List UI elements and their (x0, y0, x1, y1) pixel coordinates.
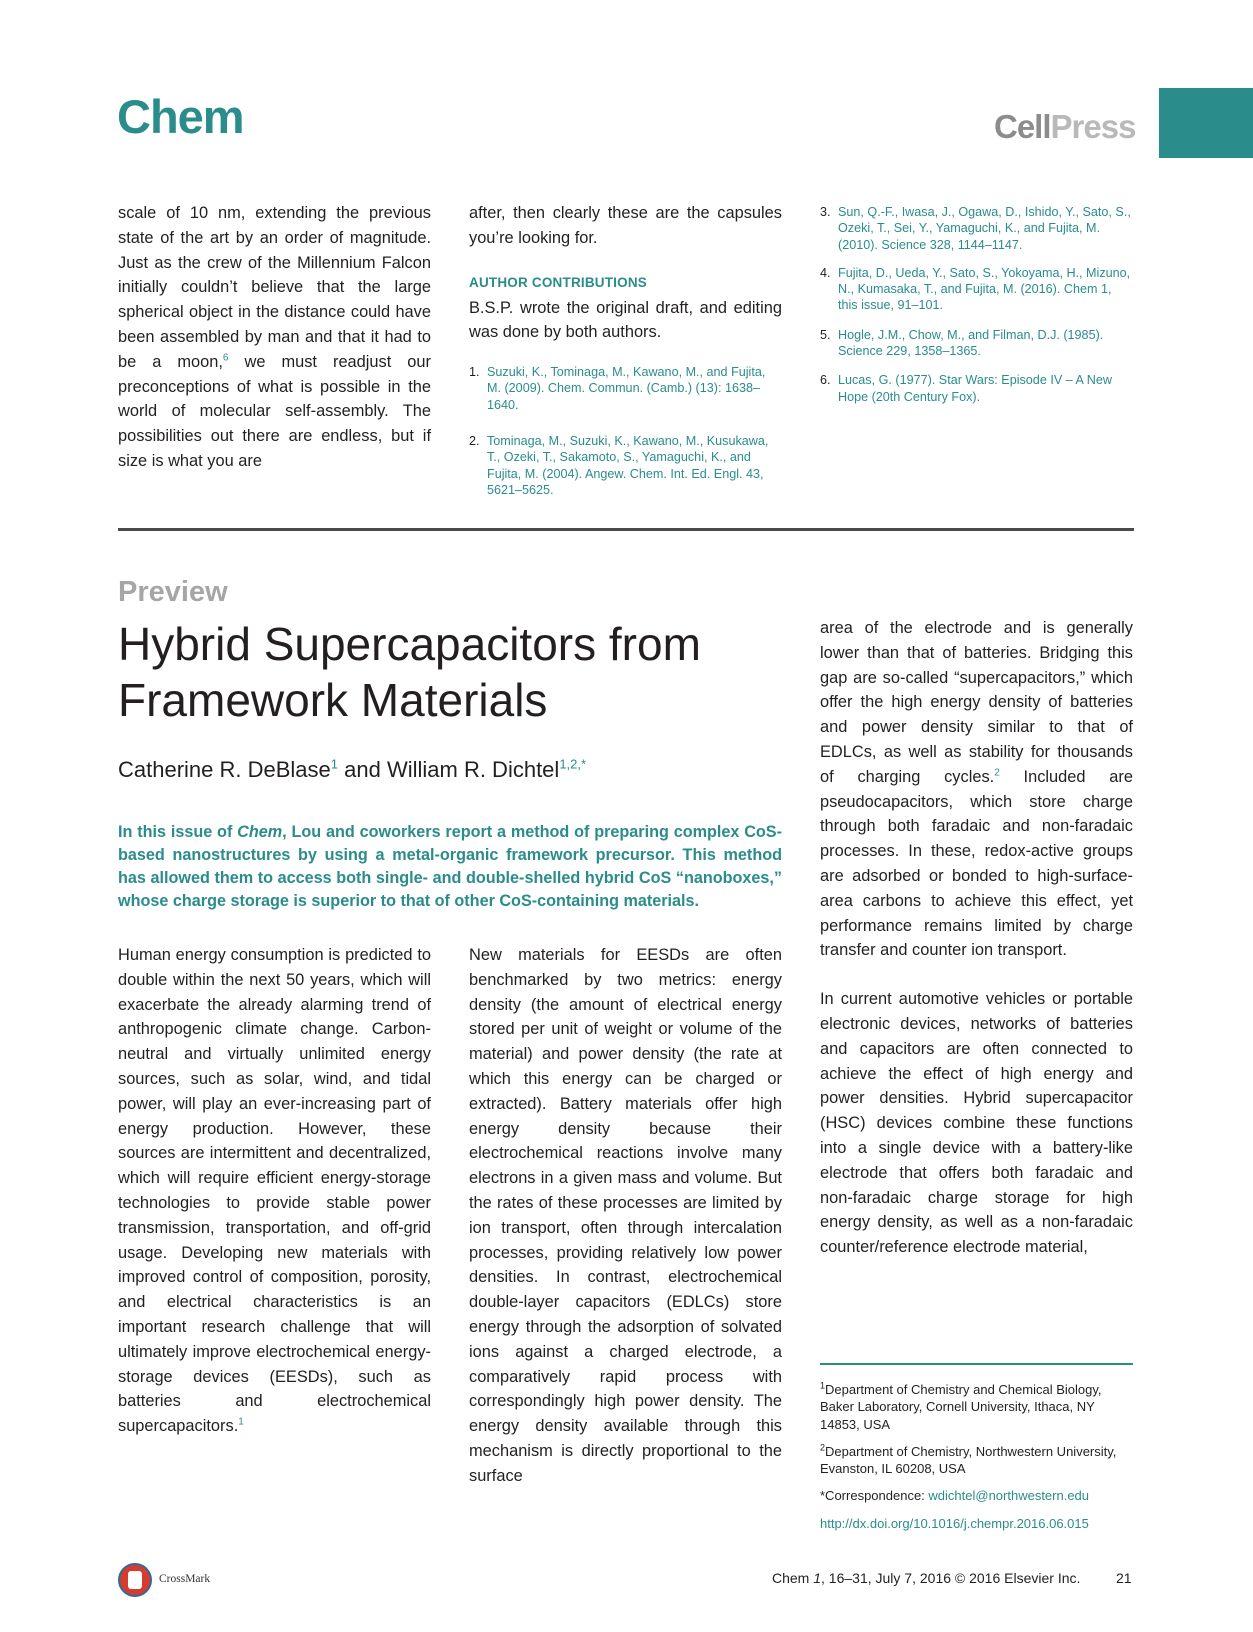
reference-item[interactable] (469, 364, 782, 413)
reference-text: Sun, Q.-F., Iwasa, J., Ogawa, D., Ishido, Y., Sato, S., Ozeki, T., Sei, Y., Yamaguchi, K., and Fujita, M. (2010). Science 328, 1144–1147. (838, 205, 1131, 252)
article-col2: New materials for EESDs are often benchmarked by two metrics: energy density (the amount of electrical energy stored per unit of weight or volume of the material) and power density (the rate at which this energy can be charged or extracted). Battery materials offer high energy density because their electrochemical reactions involve many electrons in a given mass and volume. But the rates of these processes are limited by ion transport, often through intercalation processes, providing relatively low power densities. In contrast, electrochemical double-layer capacitors (EDLCs) store energy through the adsorption of solvated ions against a charged electrode, a comparatively rapid process with correspondingly high power density. The energy density available through this mechanism is directly proportional to the surface (469, 946, 782, 1485)
abstract-part1: In this issue of (118, 823, 238, 841)
reference-number: 4. (820, 265, 831, 280)
prev-article-col1 (118, 201, 431, 474)
footer-citation-rest: , 16–31, July 7, 2016 © 2016 Elsevier Inc. (821, 1570, 1081, 1586)
reference-text: Lucas, G. (1977). Star Wars: Episode IV – A New Hope (20th Century Fox). (838, 373, 1112, 404)
header-color-tab (1159, 88, 1253, 158)
section-divider (118, 528, 1134, 531)
reference-text: Suzuki, K., Tominaga, M., Kawano, M., and Fujita, M. (2009). Chem. Commun. (Camb.) (13): 1638–1640. (487, 365, 766, 412)
article-abstract (118, 821, 782, 913)
correspondence (820, 1487, 1133, 1504)
article-col1 (118, 943, 431, 1439)
reference-text: Fujita, D., Ueda, Y., Sato, S., Yokoyama, H., Mizuno, N., Kumasaka, T., and Fujita, M. (2016). Chem 1, this issue, 91–101. (838, 265, 1131, 313)
article-col3-para2: In current automotive vehicles or portable electronic devices, networks of batteries and capacitors are often connected to achieve the effect of high energy and power densities. Hybrid supercapacitor (HSC) devices combine these functions into a single device with a battery-like electrode that offers both faradaic and non-faradaic charge storage for high energy density, as well as a non-faradaic counter/reference electrode material, (820, 990, 1133, 1257)
correspondence-email-link[interactable]: wdichtel@northwestern.edu (928, 1488, 1090, 1504)
affiliation-marker[interactable]: 1,2,* (559, 756, 587, 772)
prev-col1-text-after: we must readjust our preconceptions of what is possible in the world of molecular self-assembly. The possibilities out there are endless, but if size is what you are (118, 352, 431, 470)
article-title: Hybrid Supercapacitors from Framework Materials (118, 618, 701, 726)
reference-item[interactable] (820, 327, 1133, 360)
reference-list-a (469, 364, 782, 498)
page-number: 21 (1116, 1570, 1132, 1586)
author-name[interactable]: William R. Dichtel (386, 757, 560, 782)
reference-text: Tominaga, M., Suzuki, K., Kawano, M., Kusukawa, T., Ozeki, T., Sakamoto, S., Yamaguchi, K., and Fujita, M. (2004). Angew. Chem. Int. Ed. Engl. 43, 5621–5625. (487, 434, 769, 497)
footer-citation (772, 1570, 1080, 1586)
publisher-logo-press: Press (1050, 108, 1136, 145)
footer-journal: Chem (772, 1570, 814, 1586)
crossmark-label: CrossMark (159, 1573, 211, 1585)
affiliation-1-text: Department of Chemistry and Chemical Biology, Baker Laboratory, Cornell University, Ithaca, NY 14853, USA (820, 1382, 1102, 1432)
crossmark-badge[interactable] (118, 1563, 211, 1597)
footer-volume: 1 (813, 1570, 822, 1586)
prev-col2-text: after, then clearly these are the capsules you’re looking for. (469, 204, 782, 247)
crossmark-icon (118, 1563, 152, 1597)
reference-item[interactable] (820, 372, 1133, 405)
reference-text: Hogle, J.M., Chow, M., and Filman, D.J. (1985). Science 229, 1358–1365. (838, 327, 1104, 359)
affiliation-divider (820, 1363, 1133, 1365)
journal-logo: Chem (117, 90, 244, 143)
ref-link-2[interactable]: 2 (994, 767, 1000, 779)
reference-list-b (820, 172, 1133, 418)
author-contributions-heading: AUTHOR CONTRIBUTIONS (469, 274, 647, 290)
correspondence-label: *Correspondence: (820, 1488, 929, 1504)
affiliation-1 (820, 1381, 1133, 1433)
affiliation-marker[interactable]: 1 (330, 756, 339, 772)
col3-para1-b: Included are pseudocapacitors, which store charge through both faradaic and non-faradaic processes. In these, redox-active groups are adsorbed or bonded to high-surface-area carbons to achieve this effect, yet performance remains limited by charge transfer and counter ion transport. (820, 767, 1133, 960)
article-col1-text: Human energy consumption is predicted to double within the next 50 years, which will exacerbate the already alarming trend of anthropogenic climate change. Carbon-neutral and virtually unlimited energy sources, such as solar, wind, and tidal power, will play an ever-increasing part of energy production. However, these sources are intermittent and decentralized, which will require efficient energy-storage technologies to provide stable power transmission, transportation, and off-grid usage. Developing new materials with improved control of composition, porosity, and electrical characteristics is an important research challenge that will ultimately improve electrochemical energy-storage devices (EESDs), such as batteries and electrochemical supercapacitors. (118, 946, 431, 1436)
author-contributions-text: B.S.P. wrote the original draft, and editing was done by both authors. (469, 298, 782, 342)
abstract-part2: , Lou and coworkers report a method of preparing complex CoS-based nanostructures by using a metal-organic framework precursor. This method has allowed them to access both single- and double-shelled hybrid CoS “nanoboxes,” whose charge storage is superior to that of other CoS-containing materials. (118, 823, 782, 910)
author-name[interactable]: Catherine R. DeBlase (118, 757, 331, 782)
ref-link-6[interactable]: 6 (222, 352, 229, 364)
publisher-logo-cell: Cell (994, 108, 1051, 145)
ref-link-1[interactable]: 1 (238, 1416, 244, 1428)
article-col3 (820, 616, 1133, 1260)
affiliations (820, 1381, 1133, 1542)
reference-item[interactable] (820, 204, 1133, 253)
col3-para1-a: area of the electrode and is generally lower than that of batteries. Bridging this gap are so-called “supercapacitors,” which offer the high energy density of batteries and power density similar to that of EDLCs, as well as stability for thousands of charging cycles. (820, 619, 1133, 786)
publisher-logo (994, 110, 1135, 143)
affiliation-2 (820, 1443, 1133, 1478)
abstract-journal: Chem (237, 823, 283, 841)
reference-number: 3. (820, 205, 831, 219)
article-col3-para1 (820, 616, 1133, 963)
reference-item[interactable] (469, 433, 782, 498)
doi-link[interactable]: http://dx.doi.org/10.1016/j.chempr.2016.06.015 (820, 1515, 1089, 1531)
affiliation-1-marker: 1 (820, 1380, 826, 1391)
prev-article-col2 (469, 201, 782, 511)
author-joiner: and (338, 757, 387, 782)
reference-number: 2. (469, 434, 480, 449)
prev-col1-text: scale of 10 nm, extending the previous state of the art by an order of magnitude. Just as the crew of the Millennium Falcon initially couldn’t believe that the large spherical object in the distance could have been assembled by man and that it had to be a moon, (118, 204, 431, 371)
reference-number: 5. (820, 327, 831, 342)
affiliation-2-text: Department of Chemistry, Northwestern University, Evanston, IL 60208, USA (820, 1443, 1117, 1477)
author-line (118, 756, 586, 784)
article-type-label: Preview (118, 576, 228, 608)
affiliation-2-marker: 2 (820, 1442, 826, 1453)
reference-number: 6. (820, 373, 831, 388)
reference-number: 1. (469, 365, 480, 380)
reference-item[interactable] (820, 265, 1133, 314)
